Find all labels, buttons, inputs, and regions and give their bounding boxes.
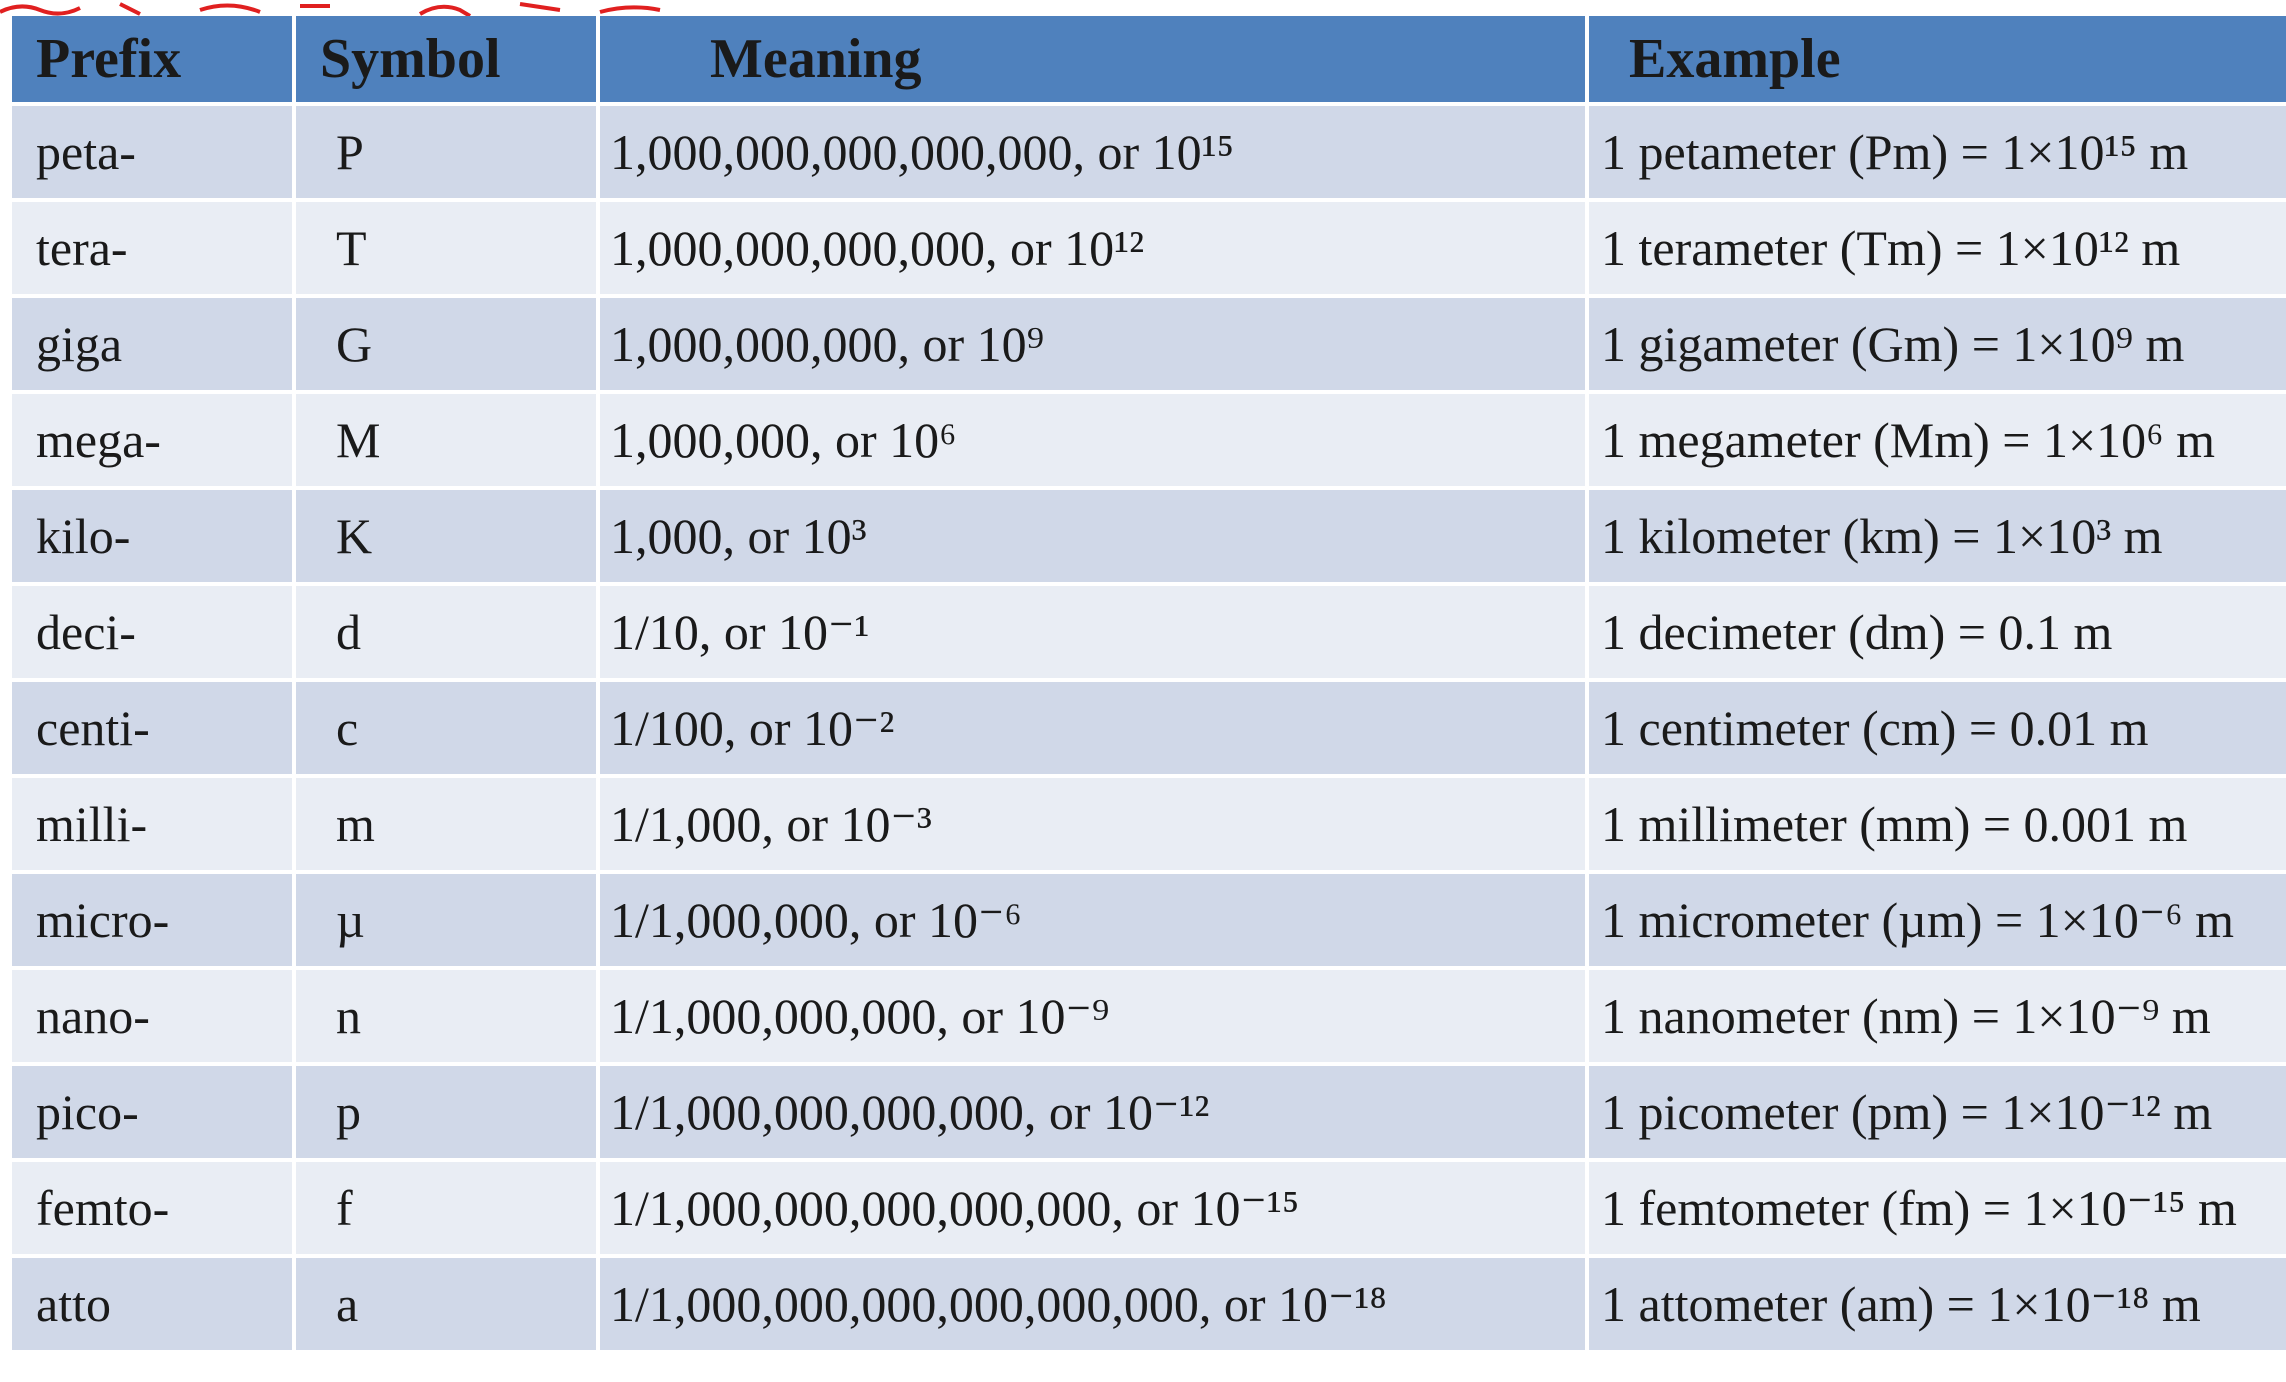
- symbol-cell: f: [296, 1162, 596, 1254]
- meaning-cell: 1,000,000,000, or 10⁹: [600, 298, 1585, 390]
- symbol-cell: n: [296, 970, 596, 1062]
- meaning-cell: 1/100, or 10⁻²: [600, 682, 1585, 774]
- example-cell: 1 terameter (Tm) = 1×10¹² m: [1589, 202, 2286, 294]
- prefix-cell: giga: [12, 298, 292, 390]
- prefix-cell: pico-: [12, 1066, 292, 1158]
- example-cell: 1 nanometer (nm) = 1×10⁻⁹ m: [1589, 970, 2286, 1062]
- prefix-cell: femto-: [12, 1162, 292, 1254]
- example-cell: 1 petameter (Pm) = 1×10¹⁵ m: [1589, 106, 2286, 198]
- prefix-cell: peta-: [12, 106, 292, 198]
- header-prefix: Prefix: [12, 16, 292, 102]
- table-row: [12, 106, 2286, 198]
- table-row: [12, 970, 2286, 1062]
- prefix-cell: mega-: [12, 394, 292, 486]
- symbol-cell: P: [296, 106, 596, 198]
- header-symbol: Symbol: [296, 16, 596, 102]
- prefix-cell: kilo-: [12, 490, 292, 582]
- meaning-cell: 1/1,000,000,000,000,000,000, or 10⁻¹⁸: [600, 1258, 1585, 1350]
- meaning-cell: 1,000, or 10³: [600, 490, 1585, 582]
- table-row: [12, 394, 2286, 486]
- symbol-cell: T: [296, 202, 596, 294]
- meaning-cell: 1/1,000,000, or 10⁻⁶: [600, 874, 1585, 966]
- prefix-cell: micro-: [12, 874, 292, 966]
- header-example: Example: [1589, 16, 2286, 102]
- symbol-cell: c: [296, 682, 596, 774]
- table-row: [12, 874, 2286, 966]
- prefix-cell: atto: [12, 1258, 292, 1350]
- table-row: [12, 682, 2286, 774]
- meaning-cell: 1,000,000,000,000, or 10¹²: [600, 202, 1585, 294]
- meaning-cell: 1/1,000,000,000,000,000, or 10⁻¹⁵: [600, 1162, 1585, 1254]
- header-meaning: Meaning: [600, 16, 1585, 102]
- example-cell: 1 gigameter (Gm) = 1×10⁹ m: [1589, 298, 2286, 390]
- example-cell: 1 picometer (pm) = 1×10⁻¹² m: [1589, 1066, 2286, 1158]
- meaning-cell: 1/1,000,000,000,000, or 10⁻¹²: [600, 1066, 1585, 1158]
- symbol-cell: M: [296, 394, 596, 486]
- example-cell: 1 femtometer (fm) = 1×10⁻¹⁵ m: [1589, 1162, 2286, 1254]
- meaning-cell: 1/1,000,000,000, or 10⁻⁹: [600, 970, 1585, 1062]
- symbol-cell: G: [296, 298, 596, 390]
- table-row: [12, 778, 2286, 870]
- meaning-cell: 1/1,000, or 10⁻³: [600, 778, 1585, 870]
- table-row: [12, 490, 2286, 582]
- symbol-cell: a: [296, 1258, 596, 1350]
- header-row: [12, 16, 2286, 102]
- symbol-cell: d: [296, 586, 596, 678]
- example-cell: 1 millimeter (mm) = 0.001 m: [1589, 778, 2286, 870]
- meaning-cell: 1/10, or 10⁻¹: [600, 586, 1585, 678]
- symbol-cell: K: [296, 490, 596, 582]
- example-cell: 1 micrometer (µm) = 1×10⁻⁶ m: [1589, 874, 2286, 966]
- example-cell: 1 megameter (Mm) = 1×10⁶ m: [1589, 394, 2286, 486]
- symbol-cell: µ: [296, 874, 596, 966]
- table-row: [12, 586, 2286, 678]
- symbol-cell: p: [296, 1066, 596, 1158]
- example-cell: 1 attometer (am) = 1×10⁻¹⁸ m: [1589, 1258, 2286, 1350]
- prefix-cell: nano-: [12, 970, 292, 1062]
- table-row: [12, 1066, 2286, 1158]
- prefix-cell: centi-: [12, 682, 292, 774]
- example-cell: 1 kilometer (km) = 1×10³ m: [1589, 490, 2286, 582]
- meaning-cell: 1,000,000,000,000,000, or 10¹⁵: [600, 106, 1585, 198]
- prefix-cell: deci-: [12, 586, 292, 678]
- meaning-cell: 1,000,000, or 10⁶: [600, 394, 1585, 486]
- example-cell: 1 centimeter (cm) = 0.01 m: [1589, 682, 2286, 774]
- table-row: [12, 1162, 2286, 1254]
- prefix-cell: milli-: [12, 778, 292, 870]
- example-cell: 1 decimeter (dm) = 0.1 m: [1589, 586, 2286, 678]
- si-prefix-table: [8, 12, 2286, 1354]
- symbol-cell: m: [296, 778, 596, 870]
- table-row: [12, 298, 2286, 390]
- prefix-cell: tera-: [12, 202, 292, 294]
- table-row: [12, 202, 2286, 294]
- table-row: [12, 1258, 2286, 1350]
